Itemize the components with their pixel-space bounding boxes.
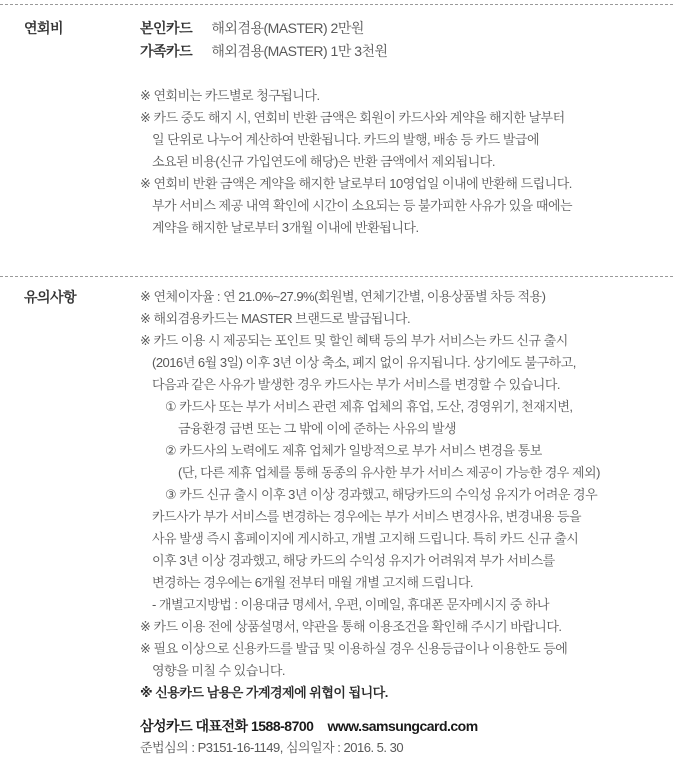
notice-line: 사유 발생 즉시 홈페이지에 게시하고, 개별 고지해 드립니다. 특히 카드 신규 출시 (152, 531, 579, 546)
notice-line: ① 카드사 또는 부가 서비스 관련 제휴 업체의 휴업, 도산, 경영위기, 천재지변, (165, 399, 573, 414)
notice-line: 영향을 미칠 수 있습니다. (152, 663, 286, 678)
notice-line: ※ 필요 이상으로 신용카드를 발급 및 이용하실 경우 신용등급이나 이용한도 등에 (140, 641, 568, 656)
annual-fee-content (140, 17, 673, 276)
notice-line: ② 카드사의 노력에도 제휴 업체가 일방적으로 부가 서비스 변경을 통보 (165, 443, 542, 458)
notice-line: 다음과 같은 사유가 발생한 경우 카드사는 부가 서비스를 변경할 수 있습니다. (152, 377, 561, 392)
fee-card-name: 본인카드 (140, 20, 193, 36)
notice-line: ※ 카드 이용 시 제공되는 포인트 및 할인 혜택 등의 부가 서비스는 카드 신규 출시 (140, 333, 568, 348)
notice-label-column (0, 286, 140, 759)
footer-website: www.samsungcard.com (327, 718, 478, 734)
notice-line: ※ 연체이자율 : 연 21.0%~27.9%(회원별, 연체기간별, 이용상품별 차등 적용) (140, 289, 546, 304)
note-line: ※ 카드 중도 해지 시, 연회비 반환 금액은 회원이 카드사와 계약을 해지한 날부터 (140, 110, 565, 125)
notice-section (0, 276, 673, 759)
annual-fee-notes (140, 85, 673, 239)
notice-line: - 개별고지방법 : 이용대금 명세서, 우편, 이메일, 휴대폰 문자메시지 중 하나 (152, 597, 550, 612)
footer (140, 715, 673, 759)
notice-line: 변경하는 경우에는 6개월 전부터 매월 개별 고지해 드립니다. (152, 575, 474, 590)
note-line: 계약을 해지한 날로부터 3개월 이내에 반환됩니다. (152, 220, 419, 235)
fee-card-name: 가족카드 (140, 43, 193, 59)
note-line: 일 단위로 나누어 계산하여 반환됩니다. 카드의 발행, 배송 등 카드 발급에 (152, 132, 540, 147)
note-line: ※ 연회비는 카드별로 청구됩니다. (140, 88, 320, 103)
fee-card-desc: 해외겸용(MASTER) 1만 3천원 (211, 43, 388, 59)
notice-line: 이후 3년 이상 경과했고, 해당 카드의 수익성 유지가 어려워져 부가 서비스를 (152, 553, 555, 568)
notice-line: ③ 카드 신규 출시 이후 3년 이상 경과했고, 해당카드의 수익성 유지가 어려운 경우 (165, 487, 598, 502)
notice-heading: 유의사항 (24, 289, 77, 305)
fee-row-family (140, 40, 673, 63)
notice-line: (단, 다른 제휴 업체를 통해 동종의 유사한 부가 서비스 제공이 가능한 경우 제외) (178, 465, 600, 480)
fee-row-personal (140, 17, 673, 40)
notice-content (140, 286, 673, 759)
notice-line: 금융환경 급변 또는 그 밖에 이에 준하는 사유의 발생 (178, 421, 457, 436)
notice-warning-line: ※ 신용카드 남용은 가계경제에 위협이 됩니다. (140, 685, 388, 700)
footer-phone: 삼성카드 대표전화 1588-8700 (140, 718, 314, 734)
note-line: 부가 서비스 제공 내역 확인에 시간이 소요되는 등 불가피한 사유가 있을 때에는 (152, 198, 573, 213)
notice-line: 카드사가 부가 서비스를 변경하는 경우에는 부가 서비스 변경사유, 변경내용 등을 (152, 509, 582, 524)
notice-line: (2016년 6월 3일) 이후 3년 이상 축소, 폐지 없이 유지됩니다. 상기에도 불구하고, (152, 355, 576, 370)
annual-fee-section (0, 4, 673, 276)
annual-fee-label-column (0, 17, 140, 276)
footer-compliance-line: 준법심의 : P3151-16-1149, 심의일자 : 2016. 5. 30 (140, 740, 404, 755)
notice-line: ※ 해외겸용카드는 MASTER 브랜드로 발급됩니다. (140, 311, 411, 326)
annual-fee-heading: 연회비 (24, 20, 64, 36)
notice-line: ※ 카드 이용 전에 상품설명서, 약관을 통해 이용조건을 확인해 주시기 바랍니다. (140, 619, 562, 634)
note-line: ※ 연회비 반환 금액은 계약을 해지한 날로부터 10영업일 이내에 반환해 드립니다. (140, 176, 572, 191)
fee-card-desc: 해외겸용(MASTER) 2만원 (211, 20, 364, 36)
footer-contact-line (140, 715, 673, 737)
note-line: 소요된 비용(신규 가입연도에 해당)은 반환 금액에서 제외됩니다. (152, 154, 495, 169)
